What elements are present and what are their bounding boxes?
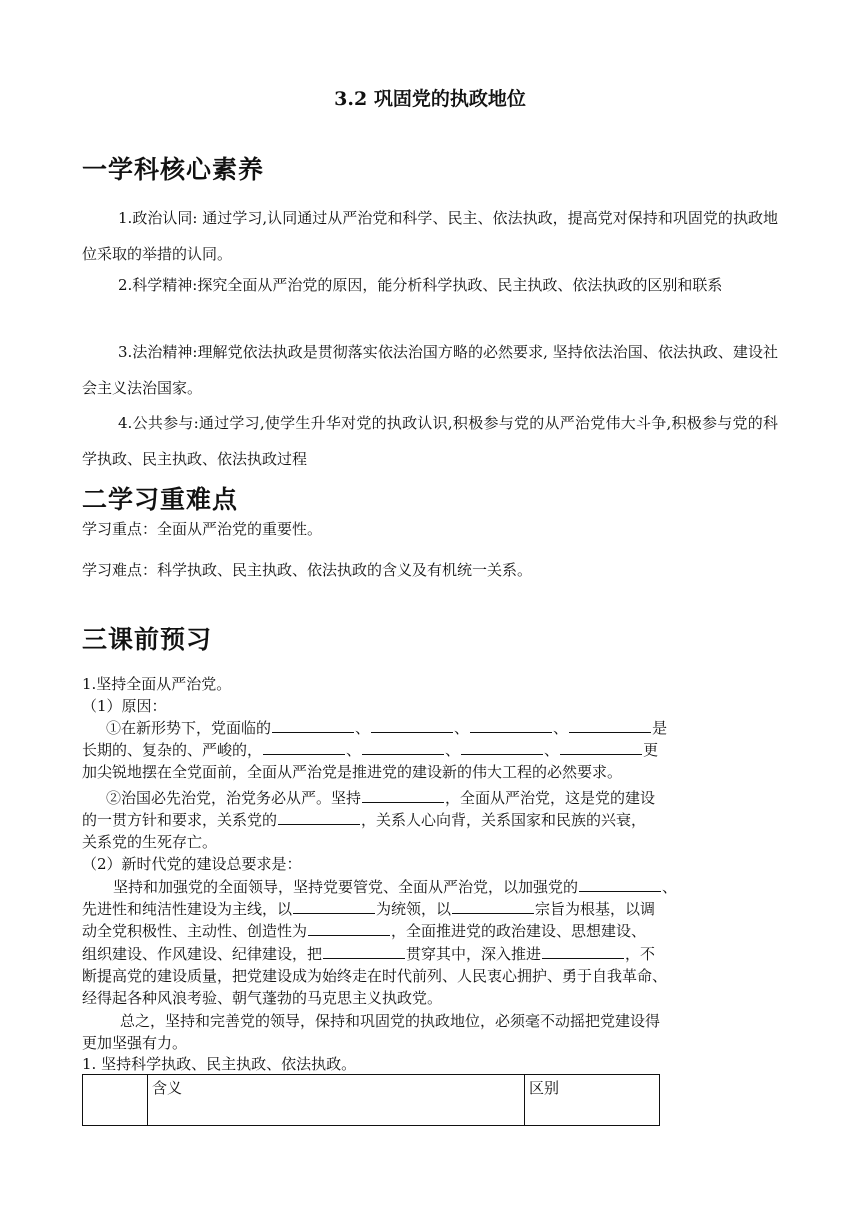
fill-blank[interactable] bbox=[272, 717, 354, 733]
governance-table bbox=[82, 1074, 660, 1126]
preview-line: ①在新形势下，党面临的 、 、 、 是 bbox=[106, 719, 668, 737]
fill-blank[interactable] bbox=[323, 943, 405, 959]
table-header-meaning: 含义 bbox=[148, 1075, 525, 1126]
fill-blank[interactable] bbox=[308, 920, 390, 936]
section-heading-key-points: 二学习重难点 bbox=[82, 485, 239, 514]
fill-blank[interactable] bbox=[371, 717, 453, 733]
preview-summary: 总之，坚持和完善党的领导，保持和巩固党的执政地位，必须毫不动摇把党建设得 bbox=[120, 1012, 661, 1030]
key-point-focus: 学习重点：全面从严治党的重要性。 bbox=[82, 520, 323, 538]
section-heading-preview: 三课前预习 bbox=[82, 625, 213, 654]
preview-line: 组织建设、作风建设、纪律建设，把 贯穿其中，深入推进 ，不 bbox=[82, 945, 656, 963]
preview-reason-label: （1）原因： bbox=[82, 697, 167, 715]
core-item-2: 2.科学精神:探究全面从严治党的原因，能分析科学执政、民主执政、依法执政的区别和联系 bbox=[118, 276, 723, 294]
fill-blank[interactable] bbox=[293, 898, 375, 914]
fill-blank[interactable] bbox=[278, 809, 360, 825]
fill-blank[interactable] bbox=[542, 943, 624, 959]
fill-blank[interactable] bbox=[461, 739, 543, 755]
fill-blank[interactable] bbox=[560, 739, 642, 755]
fill-blank[interactable] bbox=[263, 739, 345, 755]
core-item-1: 1.政治认同: 通过学习,认同通过从严治党和科学、民主、依法执政，提高党对保持和巩固党的执政地位采取的举措的认同。 bbox=[82, 209, 778, 263]
page-title: 3.2 巩固党的执政地位 bbox=[334, 88, 526, 110]
preview-line: 的一贯方针和要求，关系党的 ，关系人心向背，关系国家和民族的兴衰， bbox=[82, 811, 647, 829]
preview-item-2: 1. 坚持科学执政、民主执政、依法执政。 bbox=[82, 1055, 357, 1073]
preview-line: 加尖锐地摆在全党面前，全面从严治党是推进党的建设新的伟大工程的必然要求。 bbox=[82, 763, 623, 781]
preview-line: 断提高党的建设质量，把党建设成为始终走在时代前列、人民衷心拥护、勇于自我革命、 bbox=[82, 967, 668, 985]
section-heading-core: 一学科核心素养 bbox=[82, 155, 265, 184]
fill-blank[interactable] bbox=[569, 717, 651, 733]
preview-item-1: 1.坚持全面从严治党。 bbox=[82, 675, 232, 693]
preview-line: 动全党积极性、主动性、创造性为 ，全面推进党的政治建设、思想建设、 bbox=[82, 922, 647, 940]
preview-summary-end: 更加坚强有力。 bbox=[82, 1034, 188, 1052]
preview-line: 长期的、复杂的、严峻的， 、 、 、 更 bbox=[82, 741, 659, 759]
preview-line: 坚持和加强党的全面领导，坚持党要管党、全面从严治党，以加强党的 、 bbox=[113, 878, 678, 896]
preview-requirement-label: （2）新时代党的建设总要求是： bbox=[82, 855, 302, 873]
fill-blank[interactable] bbox=[452, 898, 534, 914]
fill-blank[interactable] bbox=[362, 787, 444, 803]
preview-line: ②治国必先治党，治党务必从严。坚持 ，全面从严治党，这是党的建设 bbox=[106, 789, 656, 807]
table-header-difference: 区别 bbox=[525, 1075, 660, 1126]
core-item-3: 3.法治精神:理解党依法执政是贯彻落实依法治国方略的必然要求, 坚持依法治国、依法执政、建设社会主义法治国家。 bbox=[82, 343, 778, 397]
preview-line: 先进性和纯洁性建设为主线，以 为统领，以 宗旨为根基，以调 bbox=[82, 900, 656, 918]
key-point-difficulty: 学习难点：科学执政、民主执政、依法执政的含义及有机统一关系。 bbox=[82, 561, 533, 579]
fill-blank[interactable] bbox=[470, 717, 552, 733]
table-row bbox=[83, 1075, 660, 1126]
table-cell bbox=[83, 1075, 148, 1126]
preview-line: 经得起各种风浪考验、朝气蓬勃的马克思主义执政党。 bbox=[82, 989, 443, 1007]
fill-blank[interactable] bbox=[362, 739, 444, 755]
fill-blank[interactable] bbox=[579, 876, 661, 892]
core-item-4: 4.公共参与:通过学习,使学生升华对党的执政认识,积极参与党的从严治党伟大斗争,积极参与党的科学执政、民主执政、依法执政过程 bbox=[82, 414, 778, 468]
preview-line: 关系党的生死存亡。 bbox=[82, 833, 218, 851]
